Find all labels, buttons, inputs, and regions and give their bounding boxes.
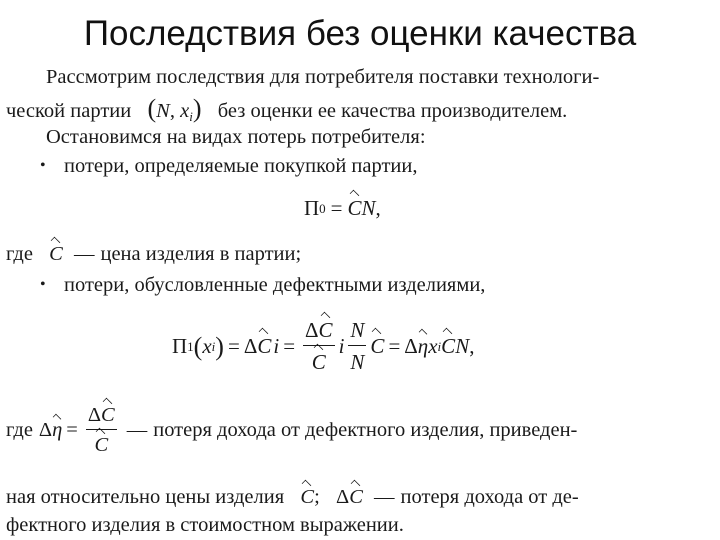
text-segment: без оценки ее качества производителем. [217,100,568,122]
fraction: $\frac{\Delta C}{C}$ [305,318,333,374]
fraction: $\frac{N}{N}$ [350,318,365,374]
bullet-icon: • [40,157,46,174]
text-segment: ческой партии [6,100,132,122]
bullet-item-2: • потери, обусловленные дефектными изделиями, [40,274,486,296]
fraction: $\frac{\Delta C}{C}$ [87,404,115,456]
bullet-icon: • [40,276,46,293]
paragraph-line-3: Остановимся на видах потерь потребителя: [46,126,426,148]
page-title: Последствия без оценки качества [83,14,637,53]
formula-p1: П 1 ( x i ) = Δ C i = $\frac{\Delta C}{C}$ i $\frac{N}{N}$ C = Δ η x i C N , [172,318,475,374]
paragraph-line-5: где C — цена изделия в партии; [6,243,302,265]
paragraph-line-1: Рассмотрим последствия для потребителя поставки технологи- [46,66,600,88]
paragraph-line-8: ная относительно цены изделия C; ΔC — потеря дохода от де- [6,486,579,508]
paragraph-line-2: ческой партии (N, $x_i$) без оценки ее качества производителем. [6,94,568,124]
formula-p0: П 0 = C N , [304,196,381,220]
bullet-item-1: • потери, определяемые покупкой партии, [40,155,418,177]
paragraph-line-9: фектного изделия в стоимостном выражении. [6,514,404,536]
paragraph-line-7: где Δ η = $\frac{\Delta C}{C}$ — потеря дохода от дефектного изделия, приведен- [6,404,578,456]
